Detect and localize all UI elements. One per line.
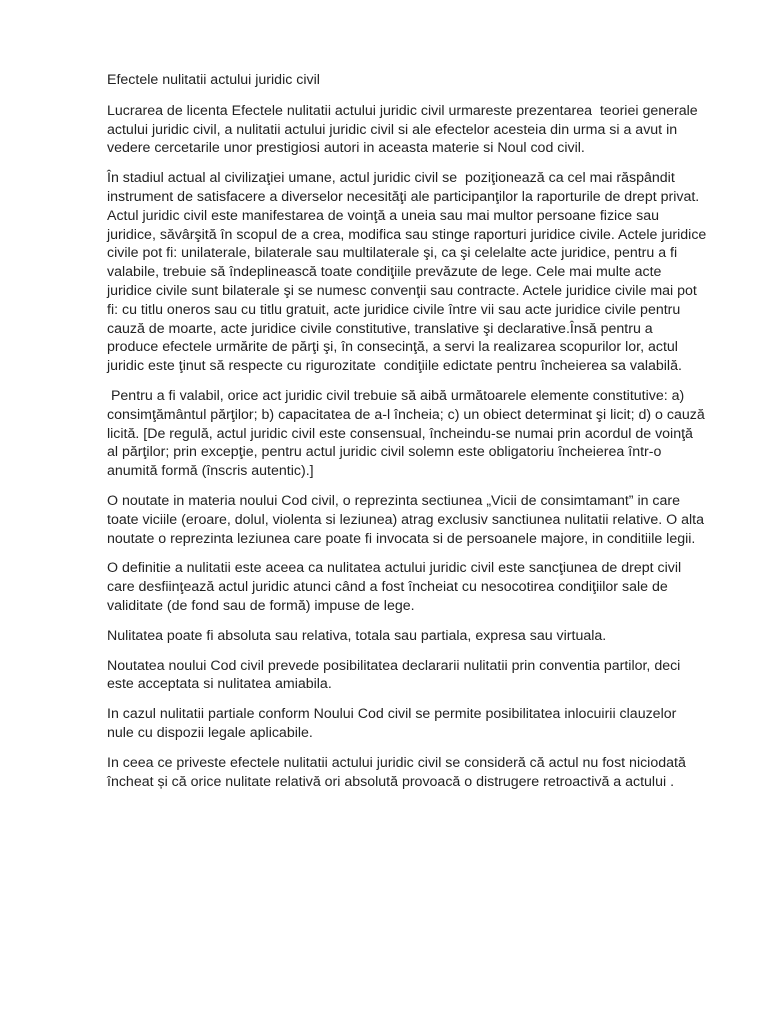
paragraph-efecte-nulitate: In ceea ce priveste efectele nulitatii actului juridic civil se consideră că actul nu fost niciodată încheat și că orice nulitate relativă ori absolută provoacă o distrugere retroactivă a actului .	[107, 754, 690, 790]
paragraph-vicii-consimtamant: O noutate in materia noului Cod civil, o reprezinta sectiunea „Vicii de consimtamant” in care toate viciile (eroare, dolul, violenta si leziunea) atrag exclusiv sanctiunea nulitatii relative. O alta noutate o reprezinta leziunea care poate fi invocata si de persoanele majore, in conditiile legii.	[107, 492, 708, 547]
paragraph-nulitate-amiabila: Noutatea noului Cod civil prevede posibilitatea declararii nulitatii prin conventia partilor, deci este acceptata si nulitatea amiabila.	[107, 657, 685, 693]
document-page	[107, 71, 711, 802]
paragraph-definitie-act: Actul juridic civil este manifestarea de voinţă a uneia sau mai multor persoane fizice sau juridice, săvârşită în scopul de a crea, modifica sau stinge raporturi juridice civile. Actele juridice civile pot fi: unilaterale, bilaterale sau multilaterale şi, ca şi celelalte acte juridice, pentru a fi valabile, trebuie să îndeplinească toate condiţiile prevăzute de lege. Cele mai multe acte juridice civile sunt bilaterale şi se numesc convenţii sau contracte. Actele juridice civile mai pot fi: cu titlu oneros sau cu titlu gratuit, acte juridice civile între vii sau acte juridice civile pentru cauză de moarte, acte juridice civile constitutive, translative şi declarative.Însă pentru a produce efectele urmărite de părţi şi, în consecinţă, a servi la realizarea scopurilor lor, actul juridic este ţinut să respecte cu rigurozitate condiţiile edictate pentru încheierea sa valabilă.	[107, 207, 711, 375]
paragraph-nulitate-partiala: In cazul nulitatii partiale conform Noului Cod civil se permite posibilitatea inlocuirii clauzelor nule cu dispozii legale aplicabile.	[107, 706, 681, 741]
document-title: Efectele nulitatii actului juridic civil	[107, 72, 320, 88]
paragraph-definitie-nulitate: O definitie a nulitatii este aceea ca nulitatea actului juridic civil este sancţiunea de drept civil care desfiinţează actul juridic atunci când a fost încheiat cu nesocotirea condiţiilor sale de validitate (de fond sau de formă) impuse de lege.	[107, 560, 686, 614]
paragraph-intro: Lucrarea de licenta Efectele nulitatii actului juridic civil urmareste prezentarea teoriei generale actului juridic civil, a nulitatii actului juridic civil si ale efectelor acesteia din urma si a avut in vedere cercetarile unor prestigiosi autori in aceasta materie si Noul cod civil.	[107, 102, 702, 157]
paragraph-elemente-constitutive: Pentru a fi valabil, orice act juridic civil trebuie să aibă următoarele elemente constitutive: a) consimţământul părţilor; b) capacitatea de a-l încheia; c) un obiect determinat şi licit; d) o cauză licită. [De regulă, actul juridic civil este consensual, încheindu-se numai prin acordul de voinţă al părţilor; prin excepţie, pentru actul juridic civil solemn este obligatoriu încheierea într-o anumită formă (înscris autentic).]	[107, 387, 709, 480]
paragraph-stadiul-actual: În stadiul actual al civilizaţiei umane, actul juridic civil se poziţionează ca cel mai răspândit instrument de satisfacere a diverselor necesităţi ale participanţilor la raporturile de drept privat.	[107, 170, 700, 205]
paragraph-tipuri-nulitate: Nulitatea poate fi absoluta sau relativa, totala sau partiala, expresa sau virtuala.	[107, 627, 607, 644]
